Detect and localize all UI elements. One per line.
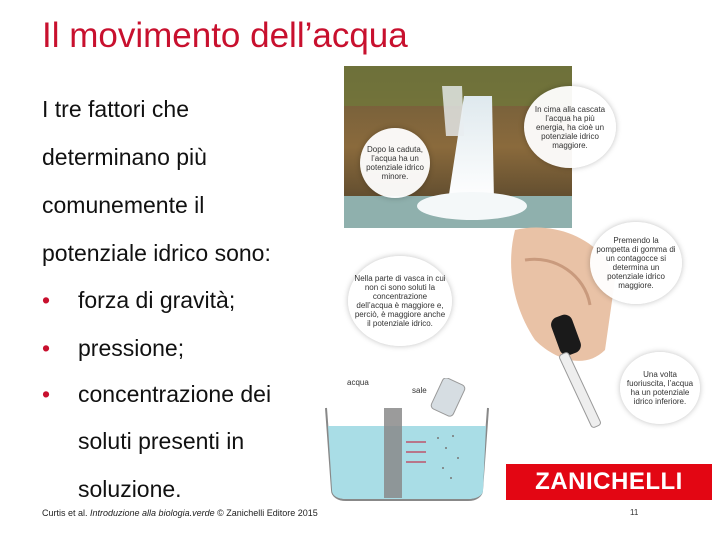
citation-prefix: Curtis et al.	[42, 508, 91, 518]
intro-line-1: I tre fattori che	[42, 96, 190, 122]
beaker-diagram	[318, 378, 498, 503]
bubble-pipette-out: Una volta fuoriuscita, l’acqua ha un potenziale idrico inferiore.	[620, 352, 700, 424]
citation-suffix: © Zanichelli Editore 2015	[214, 508, 318, 518]
bullet-marker: •	[42, 335, 51, 361]
bubble-solution: Nella parte di vasca in cui non ci sono soluti la concentrazione dell’acqua è maggiore e, perciò, è maggiore anche il potenziale idrico.	[348, 256, 452, 346]
bubble-pipette-press: Premendo la pompetta di gomma di un contagocce si determina un potenziale idrico maggiore.	[590, 222, 682, 304]
citation-title: Introduzione alla biologia.verde	[90, 508, 215, 518]
page-number: 11	[630, 508, 639, 517]
bullet-concentration-cont-2: soluzione.	[78, 476, 182, 502]
bubble-waterfall-top: In cima alla cascata l’acqua ha più energia, ha cioè un potenziale idrico maggiore.	[524, 86, 616, 168]
slide-title: Il movimento dell’acqua	[42, 16, 408, 55]
intro-line-3: comunemente il	[42, 192, 205, 218]
bullet-marker: •	[42, 287, 51, 313]
bullet-gravity: forza di gravità;	[78, 287, 236, 313]
bullet-marker: •	[42, 381, 51, 407]
bubble-waterfall-bottom: Dopo la caduta, l’acqua ha un potenziale idrico minore.	[360, 128, 430, 198]
footer-citation	[42, 508, 318, 518]
zanichelli-logo	[506, 464, 712, 500]
bullet-concentration: concentrazione dei	[78, 381, 272, 407]
intro-line-4: potenziale idrico sono:	[42, 240, 271, 266]
bullet-concentration-cont-1: soluti presenti in	[78, 428, 245, 454]
label-water: acqua	[347, 378, 369, 387]
bullet-pressure: pressione;	[78, 335, 185, 361]
intro-line-2: determinano più	[42, 144, 207, 170]
logo-text: ZANICHELLI	[535, 468, 683, 495]
label-salt: sale	[412, 386, 427, 395]
